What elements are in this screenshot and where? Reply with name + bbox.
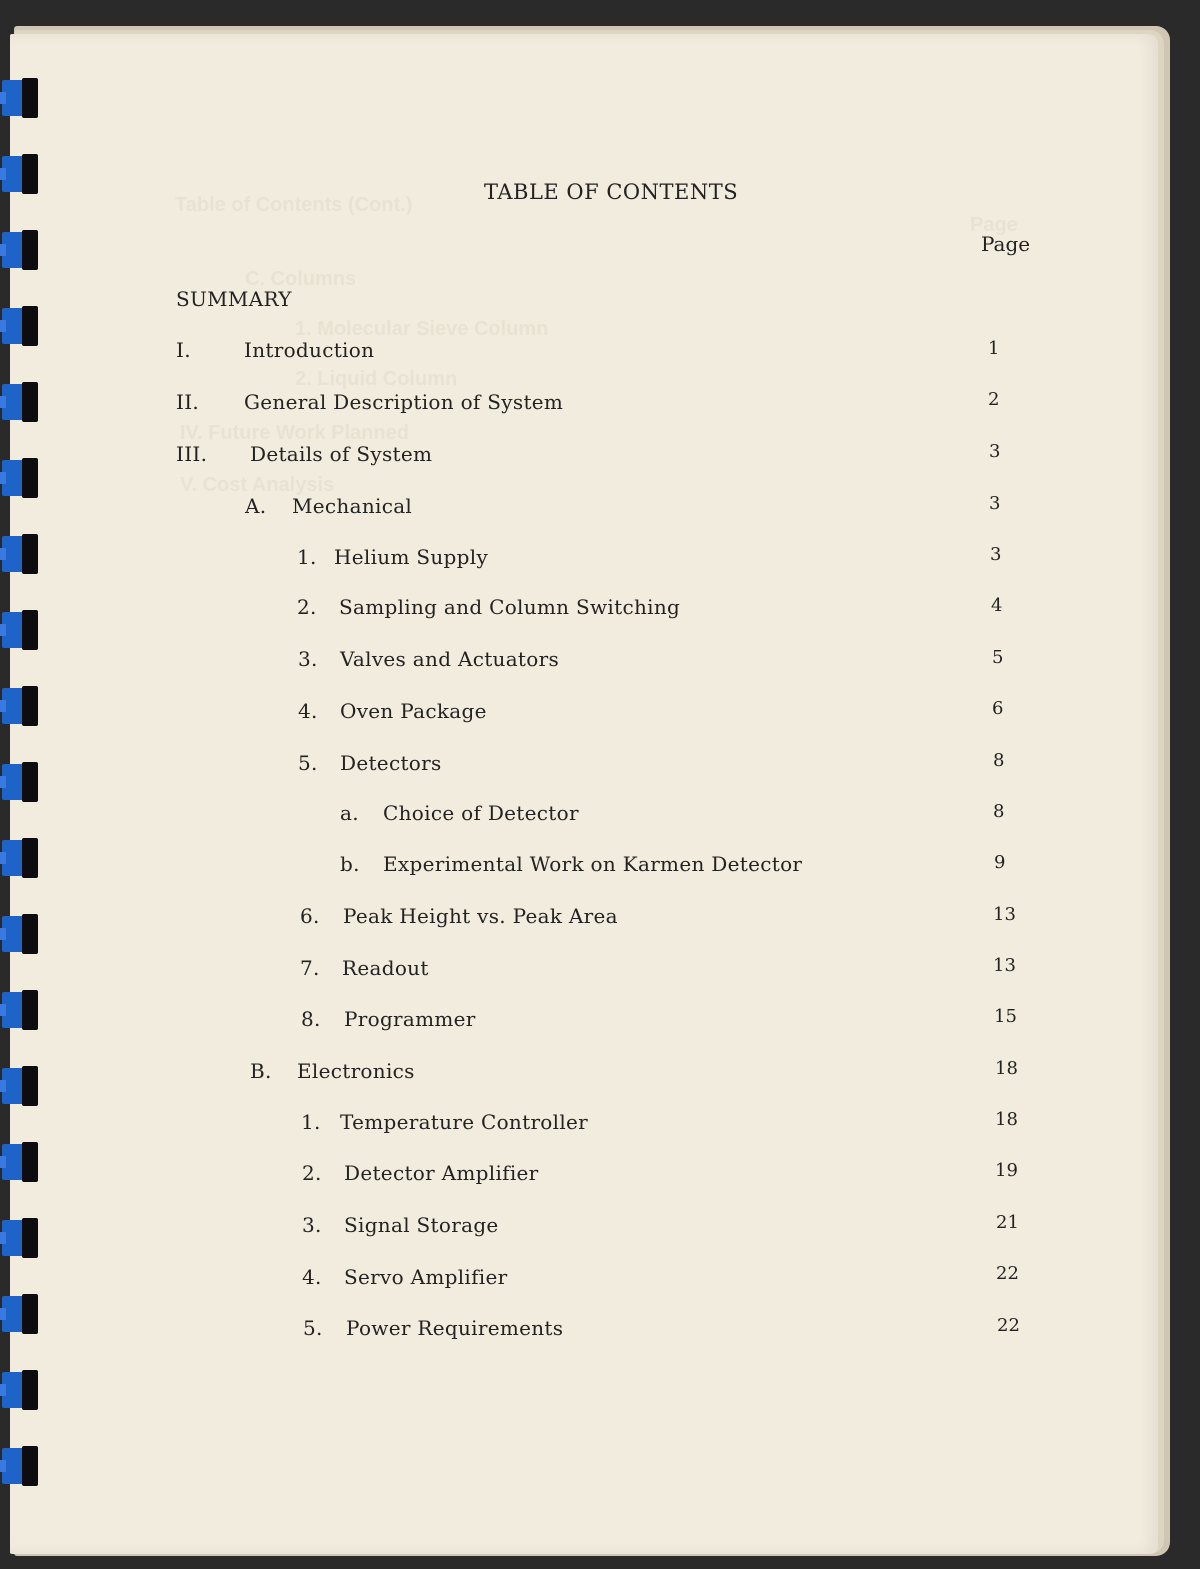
toc-entry-label: Details of System	[250, 442, 433, 466]
toc-entry-number: 2.	[302, 1161, 322, 1185]
toc-entry-page: 8	[993, 750, 1005, 771]
toc-entry-page: 3	[989, 441, 1001, 462]
toc-entry-number: 5.	[298, 751, 318, 775]
toc-title: TABLE OF CONTENTS	[484, 180, 739, 204]
toc-entry-number: b.	[340, 852, 360, 876]
show-through-text: Table of Contents (Cont.) Page C. Columns 1. Molecular Sieve Column 2. Liquid Column IV. Future Work Planned V. Cost Analysis	[175, 194, 1018, 496]
toc-entry-page: 1	[988, 338, 1000, 359]
toc-entry-label: Programmer	[344, 1007, 476, 1031]
toc-entry-number: a.	[340, 801, 359, 825]
toc-entry-page: 13	[993, 904, 1016, 925]
toc-entry-label: Oven Package	[340, 699, 487, 723]
toc-entry-number: 6.	[300, 904, 320, 928]
toc-entry-page: 21	[996, 1212, 1019, 1233]
toc-entry-label: Detectors	[340, 751, 442, 775]
toc-entry-page: 6	[992, 698, 1004, 719]
toc-entry-page: 9	[994, 852, 1006, 873]
toc-entry-page: 3	[989, 493, 1001, 514]
toc-entry-page: 3	[990, 544, 1002, 565]
toc-entry-label: Sampling and Column Switching	[339, 595, 681, 619]
toc-entry-label: Signal Storage	[344, 1213, 499, 1237]
toc-entry-label: Detector Amplifier	[344, 1161, 539, 1185]
toc-entry-number: I.	[176, 338, 191, 362]
toc-entry-page: 5	[992, 647, 1004, 668]
toc-entry-number: 5.	[303, 1316, 323, 1340]
toc-summary: SUMMARY	[176, 287, 292, 311]
toc-entry-page: 13	[993, 955, 1016, 976]
toc-entry-label: Introduction	[244, 338, 375, 362]
toc-entry-number: 4.	[298, 699, 318, 723]
toc-entry-page: 4	[991, 595, 1003, 616]
toc-entry-label: Choice of Detector	[383, 801, 579, 825]
toc-entry-label: Servo Amplifier	[344, 1265, 508, 1289]
toc-entry-page: 22	[996, 1263, 1019, 1284]
toc-entry-page: 15	[994, 1006, 1017, 1027]
toc-entry-page: 19	[995, 1160, 1018, 1181]
toc-entry-number: 3.	[298, 647, 318, 671]
toc-entry-number: 1.	[297, 545, 317, 569]
toc-entry-number: 8.	[301, 1007, 321, 1031]
page-column-heading: Page	[981, 232, 1031, 256]
toc-entry-number: 7.	[300, 956, 320, 980]
toc-entry-page: 8	[993, 801, 1005, 822]
toc-entry-label: Mechanical	[292, 494, 413, 518]
toc-entry-page: 18	[995, 1058, 1018, 1079]
toc-entry-number: A.	[245, 494, 267, 518]
toc-entry-label: Helium Supply	[334, 545, 489, 569]
toc-entry-label: Readout	[342, 956, 429, 980]
toc-entry-label: Temperature Controller	[340, 1110, 589, 1134]
toc-entry-page: 18	[995, 1109, 1018, 1130]
toc-entry-number: II.	[176, 390, 200, 414]
toc-entry-label: Electronics	[297, 1059, 415, 1083]
toc-entry-label: Power Requirements	[346, 1316, 564, 1340]
toc-entry-number: 2.	[297, 595, 317, 619]
toc-entry-number: 4.	[302, 1265, 322, 1289]
toc-entry-page: 2	[988, 389, 1000, 410]
toc-entry-number: 1.	[301, 1110, 321, 1134]
toc-entry-number: B.	[250, 1059, 272, 1083]
toc-entry-label: Peak Height vs. Peak Area	[343, 904, 618, 928]
toc-entry-page: 22	[997, 1315, 1020, 1336]
toc-entry-number: III.	[176, 442, 208, 466]
toc-entry-label: Valves and Actuators	[340, 647, 560, 671]
toc-entry-label: Experimental Work on Karmen Detector	[383, 852, 803, 876]
toc-entry-label: General Description of System	[244, 390, 564, 414]
toc-entry-number: 3.	[302, 1213, 322, 1237]
